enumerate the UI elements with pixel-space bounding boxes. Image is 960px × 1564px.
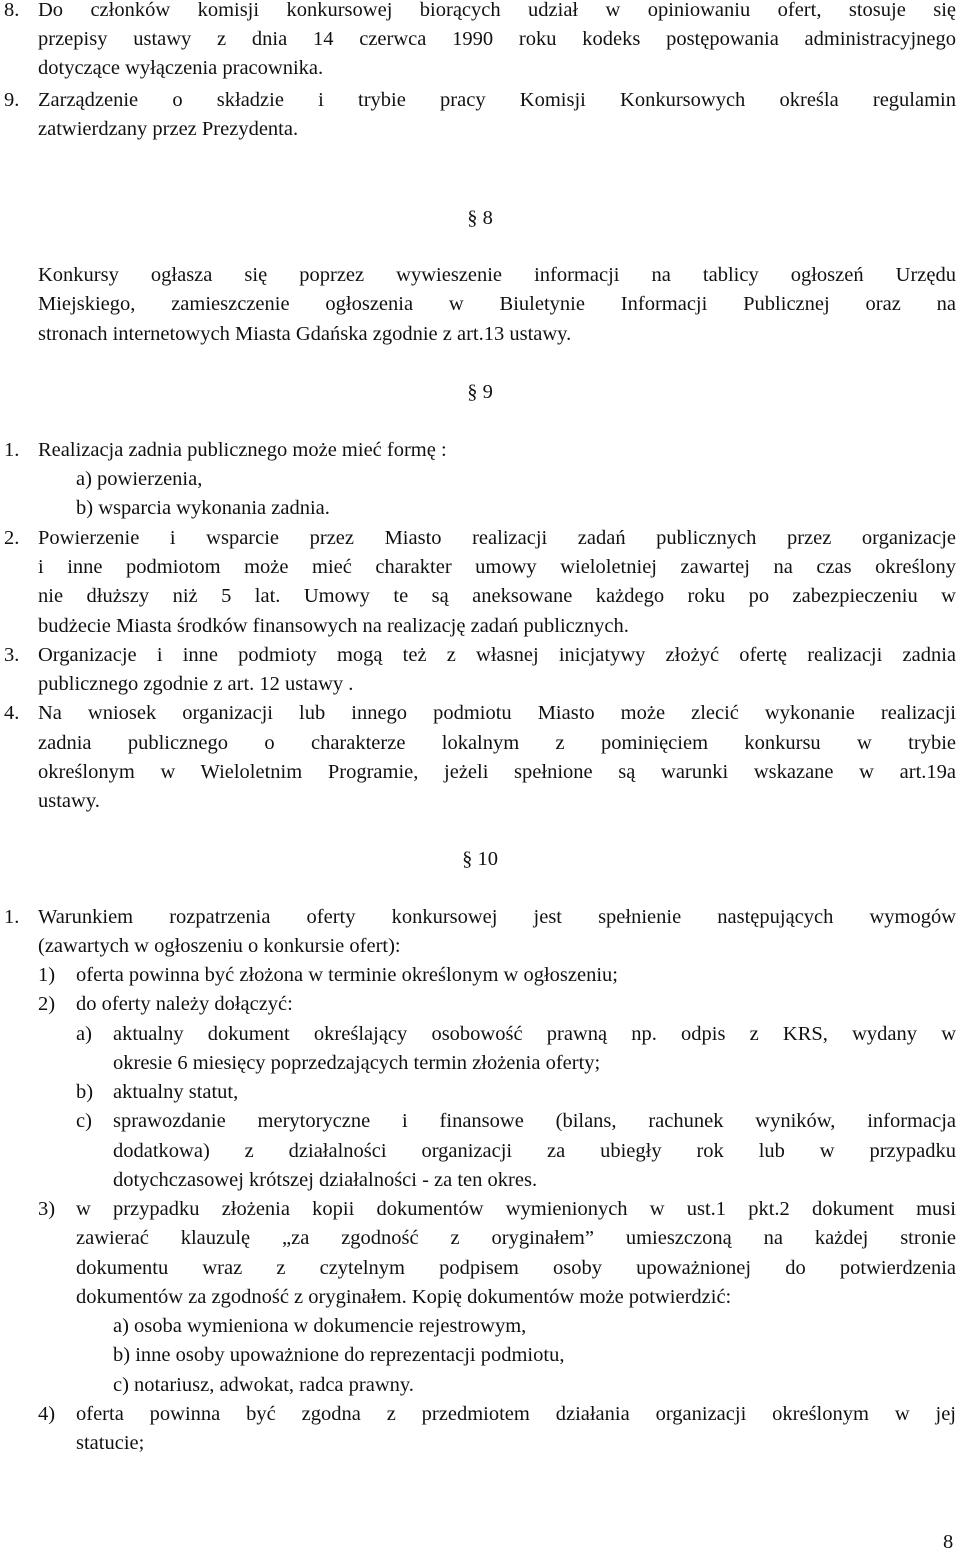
- item-number: 9.: [4, 89, 20, 111]
- paragraph-line: nie dłuższy niż 5 lat. Umowy te są aneksowane każdego roku po zabezpieczeniu w: [38, 585, 956, 607]
- list-item: oferta powinna być złożona w terminie określonym w ogłoszeniu;: [76, 964, 618, 986]
- paragraph-line: dotyczące wyłączenia pracownika.: [38, 57, 324, 79]
- paragraph-line: Warunkiem rozpatrzenia oferty konkursowej jest spełnienie następujących wymogów: [38, 906, 956, 928]
- paragraph-line: Na wniosek organizacji lub innego podmiotu Miasto może zlecić wykonanie realizacji: [38, 702, 956, 724]
- paragraph-line: statucie;: [76, 1432, 145, 1454]
- list-item: a) osoba wymieniona w dokumencie rejestrowym,: [113, 1315, 527, 1337]
- item-letter: c): [76, 1110, 92, 1132]
- item-letter: a): [76, 1023, 92, 1045]
- paragraph-line: budżecie Miasta środków finansowych na realizację zadań publicznych.: [38, 615, 629, 637]
- paragraph-line: okresie 6 miesięcy poprzedzających termin złożenia oferty;: [113, 1052, 601, 1074]
- paragraph-line: dokumentów za zgodność z oryginałem. Kopię dokumentów może potwierdzić:: [76, 1286, 732, 1308]
- item-number: 3): [38, 1198, 56, 1220]
- paragraph-line: oferta powinna być zgodna z przedmiotem działania organizacji określonym w jej: [76, 1403, 956, 1425]
- paragraph-line: dotychczasowej krótszej działalności - za ten okres.: [113, 1169, 538, 1191]
- paragraph-line: Zarządzenie o składzie i trybie pracy Komisji Konkursowych określa regulamin: [38, 89, 956, 111]
- paragraph-line: Do członków komisji konkursowej biorących udział w opiniowaniu ofert, stosuje się: [38, 0, 956, 21]
- paragraph-line: Konkursy ogłasza się poprzez wywieszenie informacji na tablicy ogłoszeń Urzędu: [38, 264, 956, 286]
- item-number: 4): [38, 1403, 56, 1425]
- item-number: 2): [38, 993, 56, 1015]
- paragraph-line: dokumentu wraz z czytelnym podpisem osoby upoważnionej do potwierdzenia: [76, 1257, 956, 1279]
- paragraph-line: publicznego zgodnie z art. 12 ustawy .: [38, 673, 354, 695]
- paragraph-line: ustawy.: [38, 790, 100, 812]
- paragraph-line: dodatkowa) z działalności organizacji za ubiegły rok lub w przypadku: [113, 1140, 956, 1162]
- paragraph-line: zatwierdzany przez Prezydenta.: [38, 118, 299, 140]
- item-number: 4.: [4, 702, 20, 724]
- item-letter: b): [76, 1081, 94, 1103]
- list-item: b) inne osoby upoważnione do reprezentacji podmiotu,: [113, 1344, 565, 1366]
- paragraph-line: sprawozdanie merytoryczne i finansowe (bilans, rachunek wyników, informacja: [113, 1110, 956, 1132]
- paragraph-line: Realizacja zadnia publicznego może mieć formę :: [38, 439, 447, 461]
- item-number: 1): [38, 964, 56, 986]
- paragraph-line: Organizacje i inne podmioty mogą też z własnej inicjatywy złożyć ofertę realizacji zadnia: [38, 644, 956, 666]
- paragraph-line: w przypadku złożenia kopii dokumentów wymienionych w ust.1 pkt.2 dokument musi: [76, 1198, 956, 1220]
- item-number: 3.: [4, 644, 20, 666]
- list-item: do oferty należy dołączyć:: [76, 993, 293, 1015]
- section-heading-9: § 9: [467, 381, 493, 403]
- item-number: 1.: [4, 439, 20, 461]
- item-number: 1.: [4, 906, 20, 928]
- list-item: c) notariusz, adwokat, radca prawny.: [113, 1374, 414, 1396]
- page-number: 8: [943, 1531, 954, 1553]
- paragraph-line: stronach internetowych Miasta Gdańska zgodnie z art.13 ustawy.: [38, 323, 572, 345]
- paragraph-line: Miejskiego, zamieszczenie ogłoszenia w Biuletynie Informacji Publicznej oraz na: [38, 293, 956, 315]
- section-heading-10: § 10: [462, 848, 498, 870]
- paragraph-line: i inne podmiotom może mieć charakter umowy wieloletniej zawartej na czas określony: [38, 556, 956, 578]
- paragraph-line: zawierać klauzulę „za zgodność z oryginałem” umieszczoną na każdej stronie: [76, 1227, 956, 1249]
- item-number: 2.: [4, 527, 20, 549]
- paragraph-line: przepisy ustawy z dnia 14 czerwca 1990 roku kodeks postępowania administracyjnego: [38, 28, 956, 50]
- list-item: aktualny statut,: [113, 1081, 239, 1103]
- paragraph-line: zadnia publicznego o charakterze lokalnym z pominięciem konkursu w trybie: [38, 732, 956, 754]
- paragraph-line: aktualny dokument określający osobowość prawną np. odpis z KRS, wydany w: [113, 1023, 956, 1045]
- list-item: a) powierzenia,: [76, 468, 203, 490]
- section-heading-8: § 8: [467, 207, 493, 229]
- paragraph-line: Powierzenie i wsparcie przez Miasto realizacji zadań publicznych przez organizacje: [38, 527, 956, 549]
- paragraph-line: określonym w Wieloletnim Programie, jeżeli spełnione są warunki wskazane w art.19a: [38, 761, 956, 783]
- list-item: b) wsparcia wykonania zadnia.: [76, 497, 330, 519]
- paragraph-line: (zawartych w ogłoszeniu o konkursie ofert):: [38, 935, 401, 957]
- item-number: 8.: [4, 0, 20, 21]
